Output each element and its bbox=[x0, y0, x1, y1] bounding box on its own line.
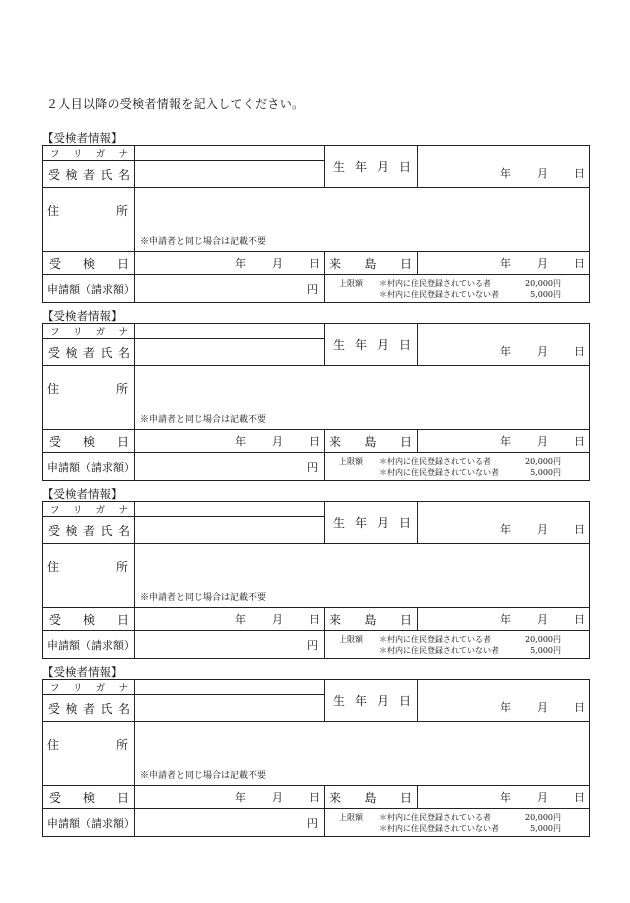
amount-label: 申請額（請求額） bbox=[43, 453, 135, 481]
name-input[interactable] bbox=[135, 339, 325, 366]
furigana-label: フ リ ガ ナ bbox=[43, 502, 135, 517]
amount-label: 申請額（請求額） bbox=[43, 631, 135, 659]
arrival-date-label: 来 島 日 bbox=[325, 786, 418, 809]
address-label: 住 所 bbox=[43, 722, 135, 786]
furigana-label: フ リ ガ ナ bbox=[43, 324, 135, 339]
name-label: 受 検 者 氏 名 bbox=[43, 339, 135, 366]
birth-date-input[interactable]: 年 月 日 bbox=[418, 146, 590, 188]
section-title: 【受検者情報】 bbox=[42, 665, 123, 679]
arrival-date-label: 来 島 日 bbox=[325, 608, 418, 631]
arrival-date-input[interactable]: 年 月 日 bbox=[418, 430, 590, 453]
section-title: 【受検者情報】 bbox=[42, 309, 123, 323]
birth-date-label: 生 年 月 日 bbox=[325, 680, 418, 722]
furigana-input[interactable] bbox=[135, 680, 325, 695]
amount-label: 申請額（請求額） bbox=[43, 275, 135, 303]
name-input[interactable] bbox=[135, 695, 325, 722]
furigana-input[interactable] bbox=[135, 146, 325, 161]
limit-note: 上限額 ＊村内に住民登録されている者 20,000円 ＊村内に住民登録されていない者 5,000円 bbox=[325, 275, 590, 303]
instruction-text: ２人目以降の受検者情報を記入してください。 bbox=[46, 97, 305, 111]
test-date-input[interactable]: 年 月 日 bbox=[135, 252, 325, 275]
amount-input[interactable] bbox=[135, 453, 325, 481]
birth-date-label: 生 年 月 日 bbox=[325, 324, 418, 366]
limit-note: 上限額 ＊村内に住民登録されている者 20,000円 ＊村内に住民登録されていない者 5,000円 bbox=[325, 453, 590, 481]
applicant-form-table bbox=[42, 501, 590, 659]
furigana-label: フ リ ガ ナ bbox=[43, 680, 135, 695]
arrival-date-label: 来 島 日 bbox=[325, 430, 418, 453]
name-input[interactable] bbox=[135, 161, 325, 188]
address-note: ※申請者と同じ場合は記載不要 bbox=[140, 237, 267, 247]
yen-unit: 円 bbox=[307, 816, 318, 830]
section-title: 【受検者情報】 bbox=[42, 131, 123, 145]
test-date-label: 受 検 日 bbox=[43, 786, 135, 809]
address-note: ※申請者と同じ場合は記載不要 bbox=[140, 593, 267, 603]
furigana-input[interactable] bbox=[135, 324, 325, 339]
applicant-form-table bbox=[42, 145, 590, 303]
name-input[interactable] bbox=[135, 517, 325, 544]
test-date-input[interactable]: 年 月 日 bbox=[135, 786, 325, 809]
test-date-label: 受 検 日 bbox=[43, 252, 135, 275]
arrival-date-input[interactable]: 年 月 日 bbox=[418, 608, 590, 631]
address-note: ※申請者と同じ場合は記載不要 bbox=[140, 771, 267, 781]
amount-input[interactable] bbox=[135, 275, 325, 303]
applicant-form-table bbox=[42, 323, 590, 481]
yen-unit: 円 bbox=[307, 638, 318, 652]
arrival-date-input[interactable]: 年 月 日 bbox=[418, 252, 590, 275]
name-label: 受 検 者 氏 名 bbox=[43, 517, 135, 544]
address-input[interactable] bbox=[135, 544, 590, 608]
address-note: ※申請者と同じ場合は記載不要 bbox=[140, 415, 267, 425]
birth-date-input[interactable]: 年 月 日 bbox=[418, 324, 590, 366]
amount-label: 申請額（請求額） bbox=[43, 809, 135, 837]
yen-unit: 円 bbox=[307, 282, 318, 296]
yen-unit: 円 bbox=[307, 460, 318, 474]
address-label: 住 所 bbox=[43, 366, 135, 430]
furigana-label: フ リ ガ ナ bbox=[43, 146, 135, 161]
limit-note: 上限額 ＊村内に住民登録されている者 20,000円 ＊村内に住民登録されていない者 5,000円 bbox=[325, 631, 590, 659]
amount-input[interactable] bbox=[135, 631, 325, 659]
address-label: 住 所 bbox=[43, 544, 135, 608]
birth-date-label: 生 年 月 日 bbox=[325, 146, 418, 188]
address-label: 住 所 bbox=[43, 188, 135, 252]
test-date-label: 受 検 日 bbox=[43, 608, 135, 631]
section-title: 【受検者情報】 bbox=[42, 487, 123, 501]
applicant-form-table bbox=[42, 679, 590, 837]
address-input[interactable] bbox=[135, 188, 590, 252]
birth-date-label: 生 年 月 日 bbox=[325, 502, 418, 544]
test-date-label: 受 検 日 bbox=[43, 430, 135, 453]
test-date-input[interactable]: 年 月 日 bbox=[135, 430, 325, 453]
arrival-date-input[interactable]: 年 月 日 bbox=[418, 786, 590, 809]
arrival-date-label: 来 島 日 bbox=[325, 252, 418, 275]
birth-date-input[interactable]: 年 月 日 bbox=[418, 680, 590, 722]
furigana-input[interactable] bbox=[135, 502, 325, 517]
test-date-input[interactable]: 年 月 日 bbox=[135, 608, 325, 631]
amount-input[interactable] bbox=[135, 809, 325, 837]
address-input[interactable] bbox=[135, 722, 590, 786]
limit-note: 上限額 ＊村内に住民登録されている者 20,000円 ＊村内に住民登録されていない者 5,000円 bbox=[325, 809, 590, 837]
name-label: 受 検 者 氏 名 bbox=[43, 695, 135, 722]
birth-date-input[interactable]: 年 月 日 bbox=[418, 502, 590, 544]
address-input[interactable] bbox=[135, 366, 590, 430]
name-label: 受 検 者 氏 名 bbox=[43, 161, 135, 188]
